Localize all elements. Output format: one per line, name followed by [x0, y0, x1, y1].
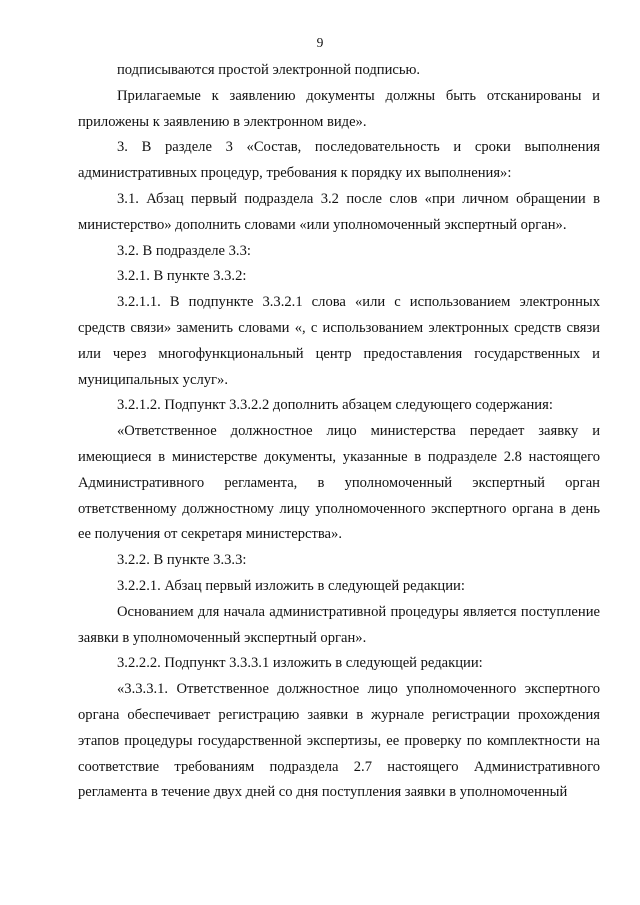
- paragraph-3-2-2-1: 3.2.2.1. Абзац первый изложить в следующей редакции:: [117, 577, 465, 594]
- document-body: [78, 58, 600, 806]
- paragraph-continuation: подписываются простой электронной подписью.: [117, 62, 421, 78]
- paragraph-basis-for-procedure: Основанием для начала административной процедуры является поступление заявки в уполномоченный экспертный орган».: [78, 603, 600, 646]
- page-number: 9: [316, 35, 324, 50]
- paragraph: Прилагаемые к заявлению документы должны быть отсканированы и приложены к заявлению в электронном виде».: [78, 87, 600, 130]
- paragraph-3-2: 3.2. В подразделе 3.3:: [117, 242, 251, 259]
- paragraph-3-1: 3.1. Абзац первый подраздела 3.2 после слов «при личном обращении в министерство» дополнить словами «или уполномоченный экспертный орган».: [78, 190, 600, 233]
- paragraph-3-3-3-1: «3.3.3.1. Ответственное должностное лицо уполномоченного экспертного органа обеспечивает регистрацию заявки в журнале регистрации прохождения этапов процедуры государственной экспертизы, ее проверку по комплектности на соответствие требованиям подраздела 2.7 настоящего Административного регламента в течение двух дней со дня поступления заявки в уполномоченный: [78, 681, 600, 801]
- paragraph-quoted-responsible-official: «Ответственное должностное лицо министерства передает заявку и имеющиеся в министерстве документы, указанные в подразделе 2.8 настоящего Административного регламента, в уполномоченный экспертный орган ответственному должностному лицу уполномоченного экспертного органа в день ее получения от секретаря министерства».: [78, 423, 600, 543]
- paragraph-section-3: 3. В разделе 3 «Состав, последовательность и сроки выполнения административных процедур, требования к порядку их выполнения»:: [78, 139, 600, 182]
- paragraph-3-2-1: 3.2.1. В пункте 3.3.2:: [117, 268, 247, 285]
- paragraph-3-2-1-2: 3.2.1.2. Подпункт 3.3.2.2 дополнить абзацем следующего содержания:: [117, 397, 553, 414]
- paragraph-3-2-2: 3.2.2. В пункте 3.3.3:: [117, 552, 247, 569]
- paragraph-3-2-2-2: 3.2.2.2. Подпункт 3.3.3.1 изложить в следующей редакции:: [117, 655, 483, 672]
- paragraph-3-2-1-1: 3.2.1.1. В подпункте 3.3.2.1 слова «или с использованием электронных средств связи» заменить словами «, с использованием электронных средств связи или через многофункциональный центр предоставления государственных и муниципальных услуг».: [78, 294, 600, 388]
